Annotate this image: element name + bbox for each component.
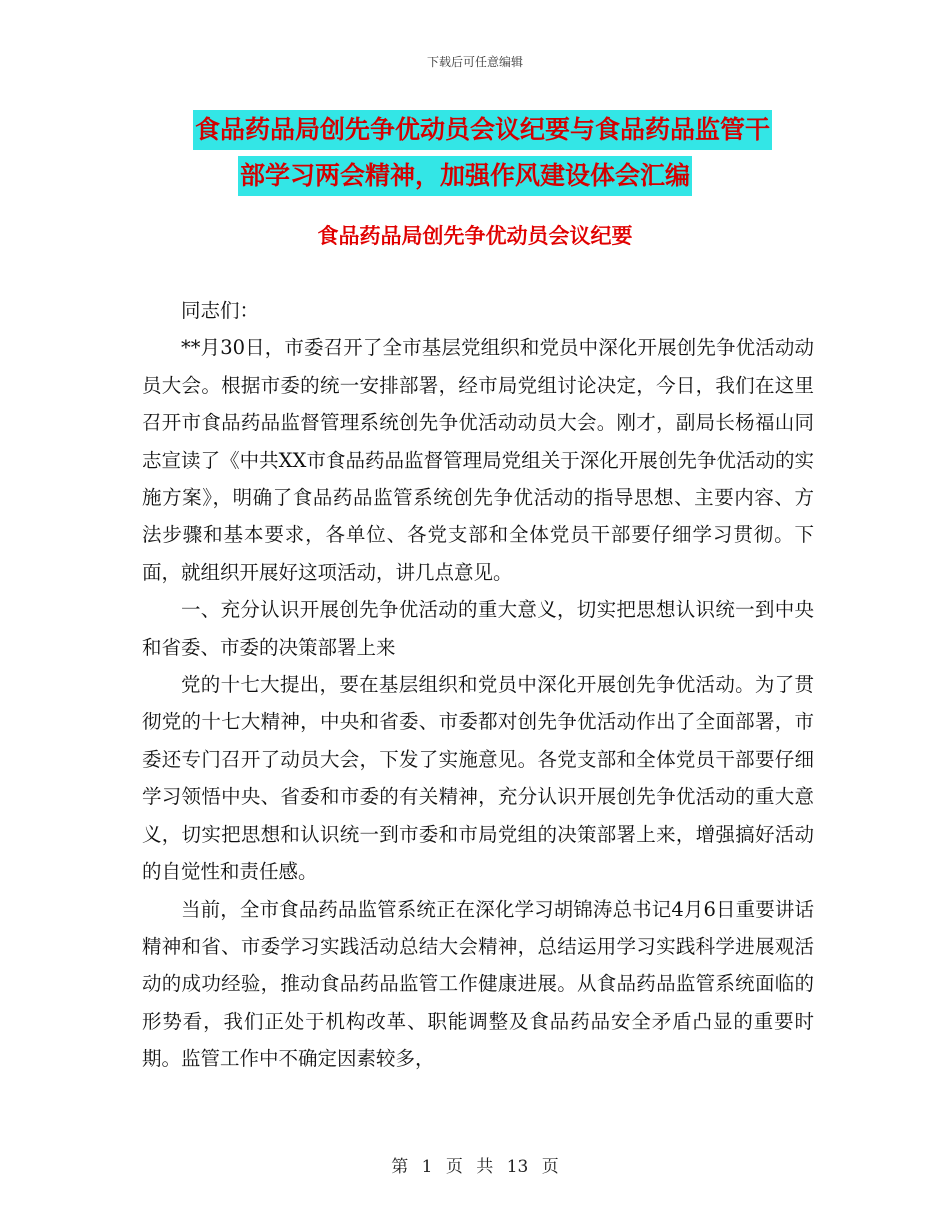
body-text [142, 292, 814, 1078]
salutation-paragraph: 同志们： [181, 299, 260, 322]
document-title-line-1: 食品药品局创先争优动员会议纪要与食品药品监管干 [193, 110, 772, 150]
footer-page-number: 1 [421, 1157, 433, 1177]
section-title: 食品药品局创先争优动员会议纪要 [317, 224, 633, 248]
footer-suffix: 页 [541, 1157, 559, 1177]
header-note: 下载后可任意编辑 [426, 55, 523, 69]
footer-total-pages: 13 [506, 1157, 529, 1177]
footer-total-label: 共 [476, 1157, 494, 1177]
body-paragraph: 当前，全市食品药品监管系统正在深化学习胡锦涛总书记4月6日重要讲话精神和省、市委学习实践活动总结大会精神，总结运用学习实践科学进展观活动的成功经验，推动食品药品监管工作健康进展。从食品药品监管系统面临的形势看，我们正处于机构改革、职能调整及食品药品安全矛盾凸显的重要时期。监管工作中不确定因素较多， [142, 897, 814, 1071]
document-title-line-2: 部学习两会精神，加强作风建设体会汇编 [238, 156, 692, 196]
footer-prefix: 第 [391, 1157, 409, 1177]
footer-page-label: 页 [445, 1157, 463, 1177]
body-paragraph: **月30日，市委召开了全市基层党组织和党员中深化开展创先争优活动动员大会。根据市委的统一安排部署，经市局党组讨论决定，今日，我们在这里召开市食品药品监督管理系统创先争优活动动员大会。刚才，副局长杨福山同志宣读了《中共XX市食品药品监督管理局党组关于深化开展创先争优活动的实施方案》，明确了食品药品监管系统创先争优活动的指导思想、主要内容、方法步骤和基本要求，各单位、各党支部和全体党员干部要仔细学习贯彻。下面，就组织开展好这项活动，讲几点意见。 [142, 336, 814, 584]
page-footer [0, 1152, 950, 1177]
section-heading-paragraph: 一、充分认识开展创先争优活动的重大意义，切实把思想认识统一到中央和省委、市委的决策部署上来 [142, 598, 814, 659]
body-paragraph: 党的十七大提出，要在基层组织和党员中深化开展创先争优活动。为了贯彻党的十七大精神，中央和省委、市委都对创先争优活动作出了全面部署，市委还专门召开了动员大会，下发了实施意见。各党支部和全体党员干部要仔细学习领悟中央、省委和市委的有关精神，充分认识开展创先争优活动的重大意义，切实把思想和认识统一到市委和市局党组的决策部署上来，增强搞好活动的自觉性和责任感。 [142, 673, 814, 884]
